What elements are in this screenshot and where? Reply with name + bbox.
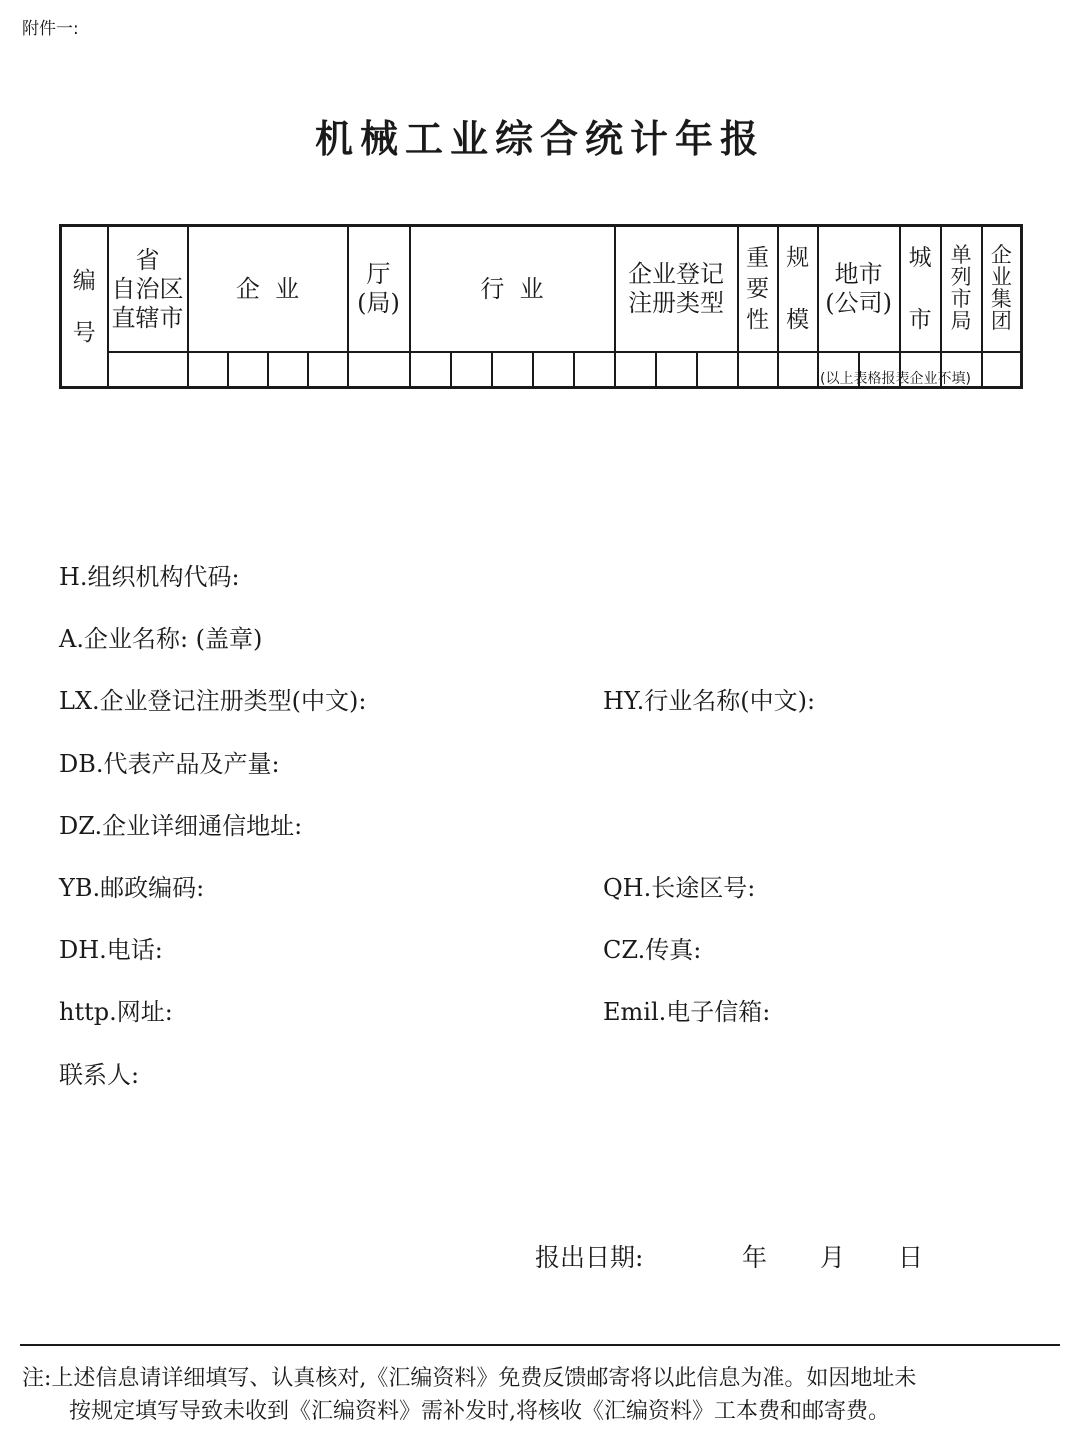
code-cell[interactable] — [533, 352, 574, 388]
code-cell[interactable] — [982, 352, 1022, 388]
area-code-label: QH.长途区号: — [603, 874, 756, 902]
footnote — [22, 1362, 1062, 1428]
phone-label: DH.电话: — [59, 936, 163, 964]
header-separate-city-bureau: 单列市局 — [941, 226, 982, 353]
fax-label: CZ.传真: — [603, 936, 702, 964]
code-cell[interactable] — [492, 352, 533, 388]
header-bureau: 厅 (局) — [348, 226, 410, 353]
code-cell[interactable] — [451, 352, 492, 388]
postcode-label: YB.邮政编码: — [59, 874, 205, 902]
header-enterprise: 企 业 — [188, 226, 348, 353]
website-label: http.网址: — [59, 998, 173, 1026]
address-label: DZ.企业详细通信地址: — [59, 812, 303, 840]
header-number: 编号 — [61, 226, 108, 388]
header-importance: 重要性 — [738, 226, 778, 353]
code-cell[interactable] — [308, 352, 348, 388]
org-code-label: H.组织机构代码: — [59, 563, 240, 591]
attachment-label: 附件一: — [22, 19, 79, 39]
footer-divider — [20, 1344, 1060, 1346]
page-title: 机械工业综合统计年报 — [314, 116, 765, 161]
table-note: (以上表格报表企业不填) — [820, 371, 971, 387]
code-cell[interactable] — [778, 352, 818, 388]
header-enterprise-group: 企业集团 — [982, 226, 1022, 353]
footnote-line-1: 注:上述信息请详细填写、认真核对,《汇编资料》免费反馈邮寄将以此信息为准。如因地址未 — [22, 1366, 917, 1391]
code-cell[interactable] — [697, 352, 738, 388]
registration-code-table — [59, 224, 1023, 389]
code-cell[interactable] — [188, 352, 228, 388]
code-cell[interactable] — [615, 352, 656, 388]
header-scale: 规模 — [778, 226, 818, 353]
industry-name-label: HY.行业名称(中文): — [603, 687, 816, 715]
code-cell[interactable] — [108, 352, 188, 388]
header-province: 省 自治区 直辖市 — [108, 226, 188, 353]
code-cell[interactable] — [348, 352, 410, 388]
company-name-label: A.企业名称: (盖章) — [59, 625, 263, 653]
email-label: Emil.电子信箱: — [603, 998, 771, 1026]
code-cell[interactable] — [268, 352, 308, 388]
header-city: 城市 — [900, 226, 941, 353]
header-industry: 行 业 — [410, 226, 615, 353]
code-cell[interactable] — [574, 352, 615, 388]
report-date-label: 报出日期: — [535, 1243, 644, 1272]
code-cell[interactable] — [738, 352, 778, 388]
code-cell[interactable] — [228, 352, 268, 388]
date-year: 年 — [742, 1243, 768, 1272]
header-city-company: 地市 (公司) — [818, 226, 900, 353]
registration-type-label: LX.企业登记注册类型(中文): — [59, 687, 367, 715]
contact-label: 联系人: — [59, 1061, 140, 1089]
date-day: 日 — [898, 1243, 924, 1272]
code-cell[interactable] — [410, 352, 451, 388]
code-cell[interactable] — [656, 352, 697, 388]
products-label: DB.代表产品及产量: — [59, 750, 280, 778]
date-month: 月 — [820, 1243, 846, 1272]
footnote-line-2: 按规定填写导致未收到《汇编资料》需补发时,将核收《汇编资料》工本费和邮寄费。 — [69, 1399, 890, 1424]
header-registration-type: 企业登记 注册类型 — [615, 226, 738, 353]
